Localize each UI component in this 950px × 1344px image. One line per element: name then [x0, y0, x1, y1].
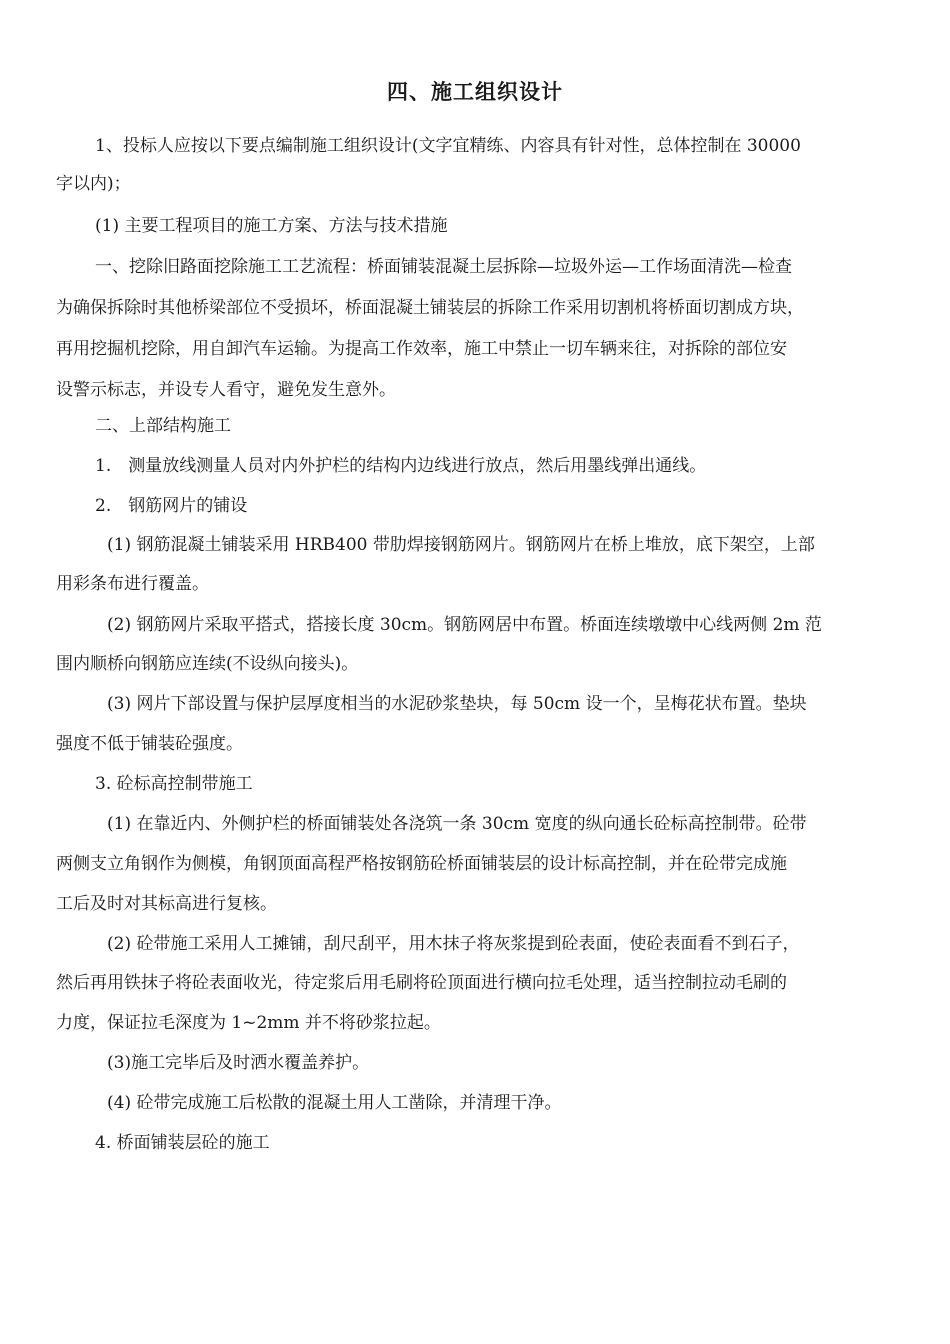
- paragraph-line: 用彩条布进行覆盖。: [56, 574, 209, 594]
- paragraph-line: (4) 砼带完成施工后松散的混凝土用人工凿除，并清理干净。: [107, 1093, 562, 1113]
- paragraph-line: 1、投标人应按以下要点编制施工组织设计(文字宜精练、内容具有针对性，总体控制在 30000: [95, 136, 801, 156]
- section-heading: 二、上部结构施工: [95, 416, 231, 436]
- paragraph-line: 强度不低于铺装砼强度。: [56, 734, 243, 754]
- subsection-heading: 4. 桥面铺装层砼的施工: [95, 1133, 270, 1153]
- paragraph-line: 一、挖除旧路面挖除施工工艺流程：桥面铺装混凝土层拆除—垃圾外运—工作场面清洗—检查: [95, 257, 792, 277]
- paragraph-line: (1) 在靠近内、外侧护栏的桥面铺装处各浇筑一条 30cm 宽度的纵向通长砼标高控制带。砼带: [107, 814, 807, 834]
- paragraph-line: (1) 主要工程项目的施工方案、方法与技术措施: [95, 216, 448, 236]
- paragraph-line: 字以内)；: [56, 174, 131, 194]
- paragraph-line: (2) 砼带施工采用人工摊铺，刮尺刮平，用木抹子将灰浆提到砼表面，使砼表面看不到石子，: [107, 934, 800, 954]
- paragraph-line: 两侧支立角钢作为侧模，角钢顶面高程严格按钢筋砼桥面铺装层的设计标高控制，并在砼带完成施: [56, 854, 787, 874]
- paragraph-line: 然后再用铁抹子将砼表面收光，待定浆后用毛刷将砼顶面进行横向拉毛处理，适当控制拉动毛刷的: [56, 973, 787, 993]
- paragraph-line: (2) 钢筋网片采取平搭式，搭接长度 30cm。钢筋网居中布置。桥面连续墩墩中心线两侧 2m 范: [107, 615, 822, 635]
- paragraph-line: (3) 网片下部设置与保护层厚度相当的水泥砂浆垫块，每 50cm 设一个，呈梅花状布置。垫块: [107, 694, 807, 714]
- page-title: 四、施工组织设计: [387, 79, 563, 104]
- paragraph-line: 设警示标志，并设专人看守，避免发生意外。: [56, 380, 396, 400]
- paragraph-line: (3)施工完毕后及时洒水覆盖养护。: [107, 1053, 370, 1073]
- subsection-heading: 2. 钢筋网片的铺设: [95, 496, 248, 516]
- paragraph-line: 再用挖掘机挖除，用自卸汽车运输。为提高工作效率，施工中禁止一切车辆来往，对拆除的部位安: [56, 339, 787, 359]
- paragraph-line: (1) 钢筋混凝土铺装采用 HRB400 带肋焊接钢筋网片。钢筋网片在桥上堆放，底下架空，上部: [107, 535, 815, 555]
- paragraph-line: 1. 测量放线测量人员对内外护栏的结构内边线进行放点，然后用墨线弹出通线。: [95, 456, 707, 476]
- paragraph-line: 工后及时对其标高进行复核。: [56, 894, 277, 914]
- paragraph-line: 力度，保证拉毛深度为 1~2mm 并不将砂浆拉起。: [56, 1013, 441, 1033]
- paragraph-line: 围内顺桥向钢筋应连续(不设纵向接头)。: [56, 654, 359, 674]
- paragraph-line: 为确保拆除时其他桥梁部位不受损坏，桥面混凝土铺装层的拆除工作采用切割机将桥面切割成方块，: [56, 298, 804, 318]
- subsection-heading: 3. 砼标高控制带施工: [95, 774, 253, 794]
